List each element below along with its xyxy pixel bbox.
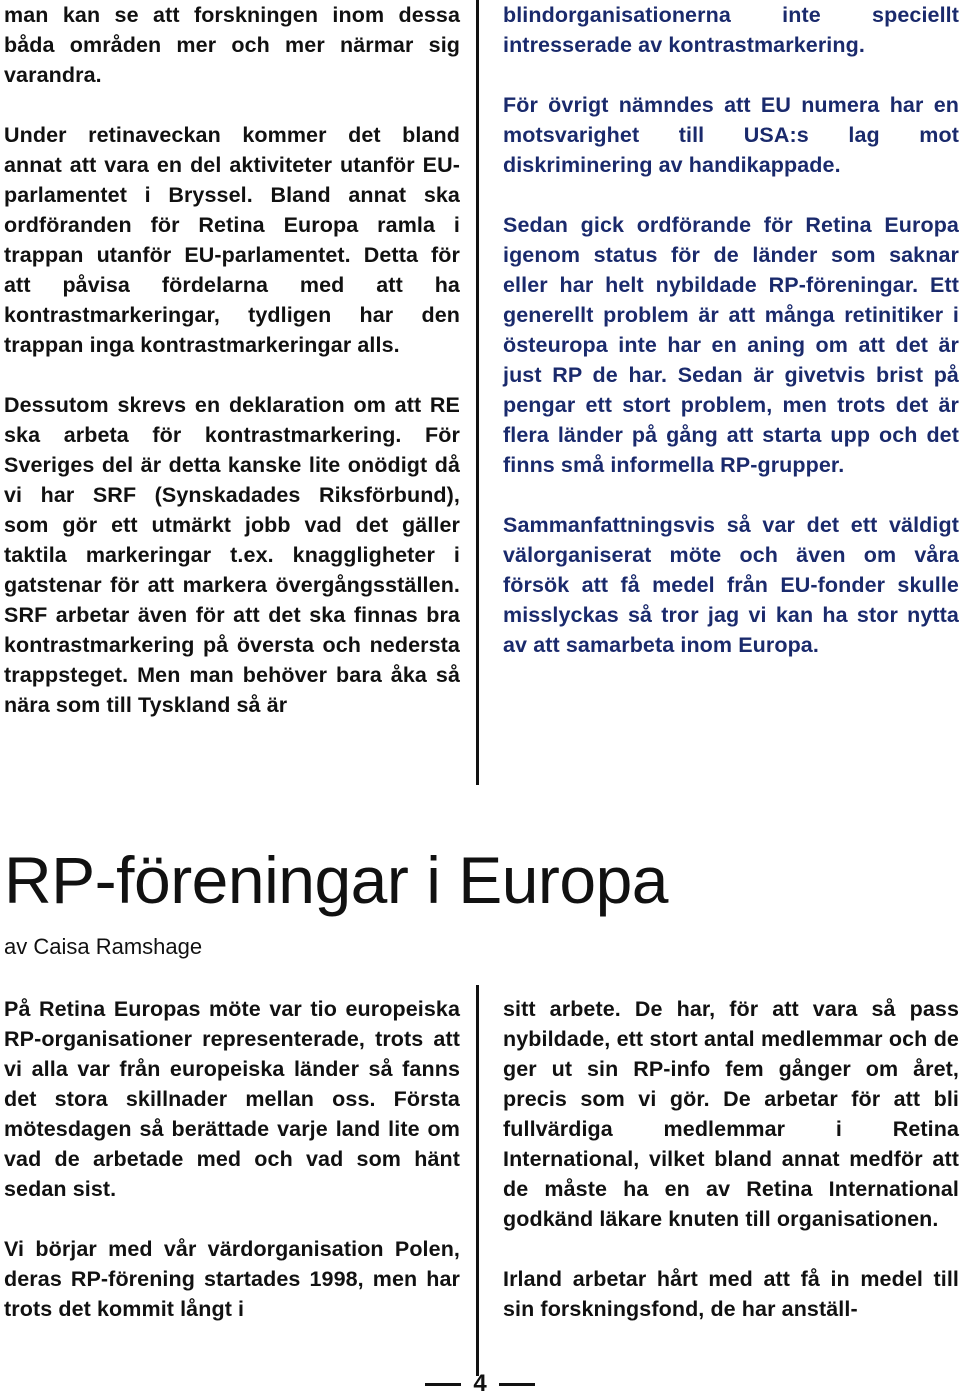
page-number <box>0 1370 960 1398</box>
article-right-column <box>503 994 959 1324</box>
paragraph: För övrigt nämndes att EU numera har en motsvarighet till USA:s lag mot diskriminering av handikappade. <box>503 93 959 177</box>
page-number-dash <box>499 1383 535 1386</box>
paragraph: Irland arbetar hårt med att få in medel till sin forskningsfond, de har anställ- <box>503 1267 959 1321</box>
article-byline: av Caisa Ramshage <box>4 934 203 959</box>
paragraph: Under retinaveckan kommer det bland annat att vara en del aktiviteter utanför EU-parlamentet i Bryssel. Bland annat ska ordföranden för Retina Europa ramla i trappan utanför EU-parlamentet. Detta för att påvisa fördelarna med att ha kontrastmarkeringar, tydligen har den trappan inga kontrastmarkeringar alls. <box>4 123 460 357</box>
column-divider <box>476 985 479 1376</box>
article-left-column <box>4 994 460 1324</box>
article-title: RP-föreningar i Europa <box>4 843 669 917</box>
paragraph: Dessutom skrevs en deklaration om att RE ska arbeta för kontrastmarkering. För Sveriges del är detta kanske lite onödigt då vi har SRF (Synskadades Riksförbund), som gör ett utmärkt jobb vad det gäller taktila markeringar t.ex. knaggligheter i gatstenar för att markera övergångsställen. SRF arbetar även för att det ska finnas bra kontrastmarkering på översta och nedersta trappsteget. Men man behöver bara åka så nära som till Tyskland så är <box>4 393 460 717</box>
page-number-dash <box>425 1383 461 1386</box>
paragraph: blindorganisationerna inte speciellt intresserade av kontrastmarkering. <box>503 3 959 57</box>
paragraph: man kan se att forskningen inom dessa båda områden mer och mer närmar sig varandra. <box>4 3 460 87</box>
page-number-value: 4 <box>473 1370 487 1397</box>
previous-article-left-column <box>4 0 460 720</box>
paragraph: Sammanfattningsvis så var det ett väldigt välorganiserat möte och även om våra försök att få medel från EU-fonder skulle misslyckas så tror jag vi kan ha stor nytta av att samarbeta inom Europa. <box>503 513 959 657</box>
previous-article-right-column <box>503 0 959 660</box>
paragraph: På Retina Europas möte var tio europeiska RP-organisationer representerade, trots att vi alla var från europeiska länder så fanns det stora skillnader mellan oss. Första mötesdagen så berättade varje land lite om vad de arbetade med och vad som hänt sedan sist. <box>4 997 460 1201</box>
column-divider <box>476 0 479 785</box>
paragraph: Sedan gick ordförande för Retina Europa igenom status för de länder som saknar eller har helt nybildade RP-föreningar. Ett generellt problem är att många retinitiker i östeuropa inte har en aning om att det är just RP de har. Sedan är givetvis brist på pengar ett stort problem, men trots det är flera länder på gång att starta upp och det finns små informella RP-grupper. <box>503 213 959 477</box>
paragraph: sitt arbete. De har, för att vara så pass nybildade, ett stort antal medlemmar och de ger ut sin RP-info fem gånger om året, precis som vi gör. De arbetar för att bli fullvärdiga medlemmar i Retina International, vilket bland annat medför att de måste ha en av Retina International godkänd läkare knuten till organisationen. <box>503 997 959 1231</box>
paragraph: Vi börjar med vår värdorganisation Polen, deras RP-förening startades 1998, men har trots det kommit långt i <box>4 1237 460 1321</box>
